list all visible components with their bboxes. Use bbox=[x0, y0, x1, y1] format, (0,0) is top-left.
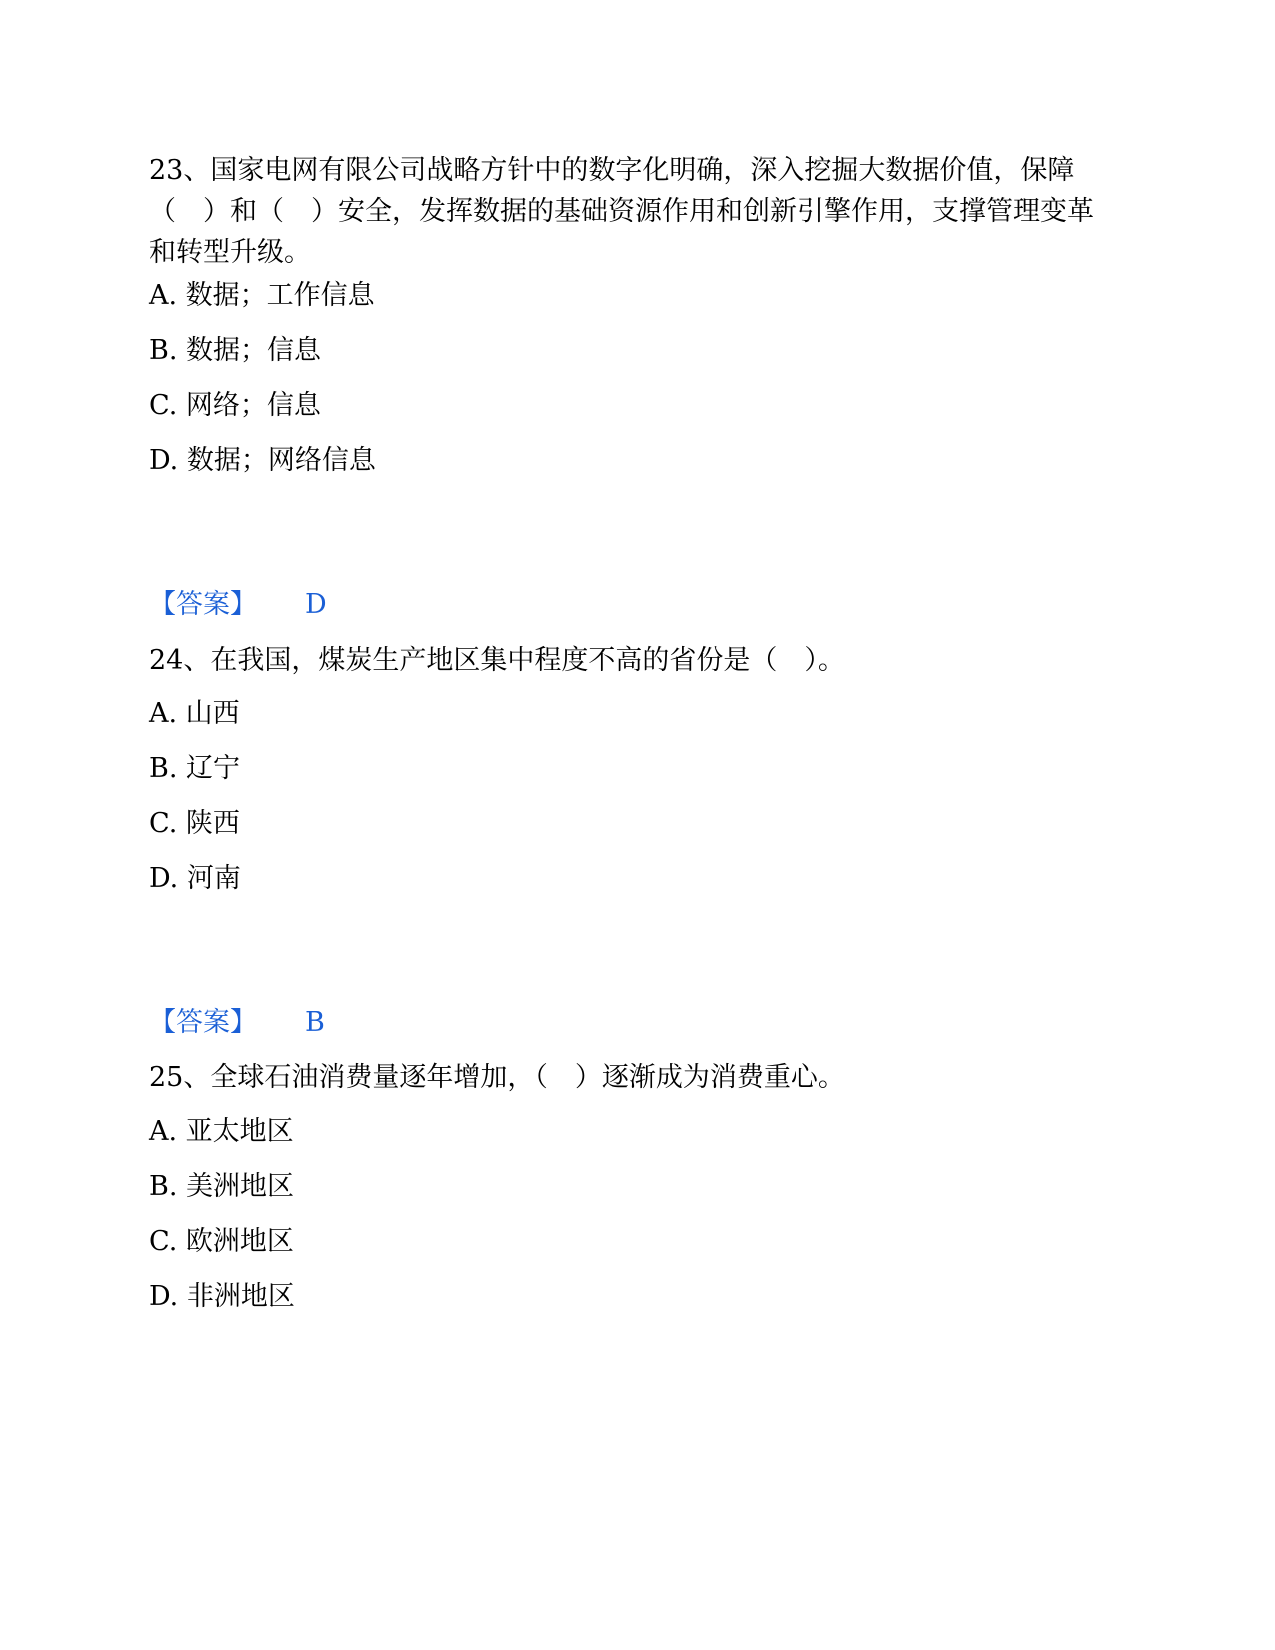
question-25-stem: 25、全球石油消费量逐年增加，（ ）逐渐成为消费重心。 bbox=[149, 1062, 845, 1093]
question-23-option-c: C. 网络；信息 bbox=[149, 390, 321, 421]
question-25-option-c: C. 欧洲地区 bbox=[149, 1226, 294, 1257]
answer-label: 【答案】 bbox=[149, 1007, 257, 1038]
question-25-option-d: D. 非洲地区 bbox=[149, 1281, 295, 1312]
answer-letter: B bbox=[305, 1007, 325, 1038]
question-24-option-c: C. 陕西 bbox=[149, 808, 240, 839]
question-23-option-d: D. 数据；网络信息 bbox=[149, 445, 376, 476]
question-24-answer bbox=[149, 1003, 325, 1043]
question-24-option-d: D. 河南 bbox=[149, 863, 241, 894]
question-25-option-a: A. 亚太地区 bbox=[149, 1116, 294, 1147]
question-24-option-b: B. 辽宁 bbox=[149, 753, 241, 784]
question-23-option-b: B. 数据；信息 bbox=[149, 335, 322, 366]
question-24-stem: 24、在我国，煤炭生产地区集中程度不高的省份是（ ）。 bbox=[149, 645, 845, 676]
answer-label: 【答案】 bbox=[149, 589, 257, 620]
answer-letter: D bbox=[305, 589, 327, 620]
question-23-answer bbox=[149, 585, 327, 625]
question-23-option-a: A. 数据；工作信息 bbox=[149, 280, 375, 311]
question-25-option-b: B. 美洲地区 bbox=[149, 1171, 295, 1202]
question-23-stem: 23、国家电网有限公司战略方针中的数字化明确，深入挖掘大数据价值，保障（ ）和（ ）安全，发挥数据的基础资源作用和创新引擎作用，支撑管理变革和转型升级。 bbox=[149, 155, 1094, 268]
question-24-option-a: A. 山西 bbox=[149, 698, 240, 729]
